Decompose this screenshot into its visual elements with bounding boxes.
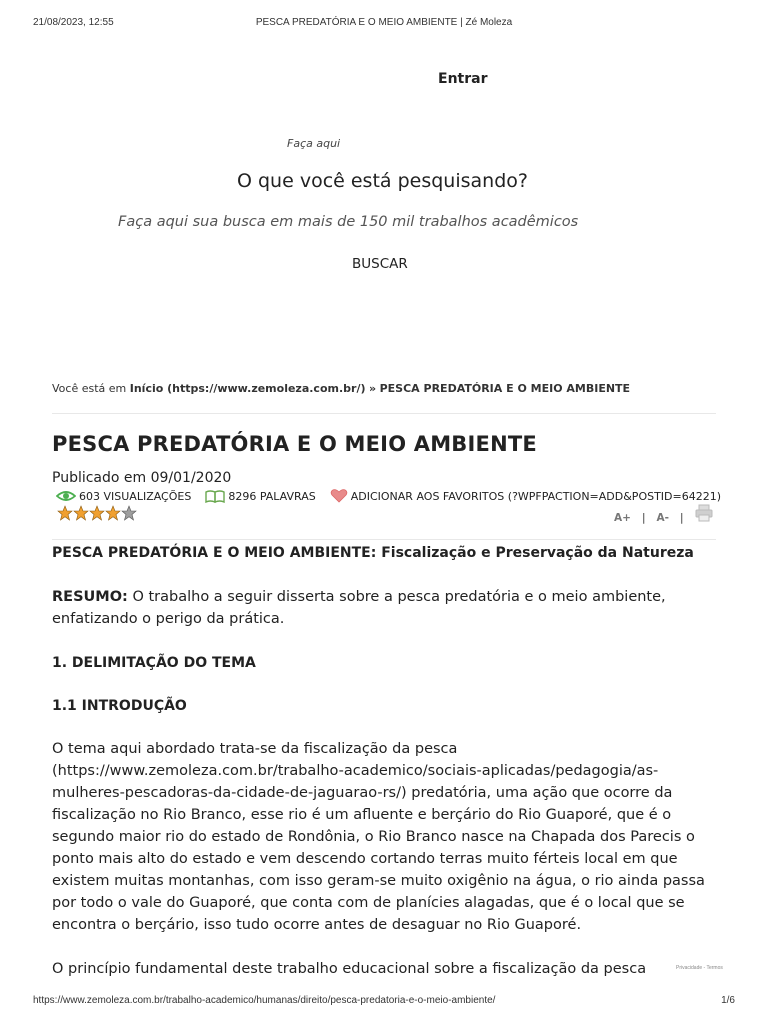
breadcrumb-separator: » bbox=[369, 382, 377, 395]
section-heading: 1. DELIMITAÇÃO DO TEMA bbox=[52, 655, 256, 671]
abstract-label: RESUMO: bbox=[52, 589, 128, 605]
words-count: 8296 PALAVRAS bbox=[228, 489, 316, 503]
font-decrease-button[interactable]: A- bbox=[656, 512, 669, 524]
rating-stars[interactable] bbox=[57, 505, 137, 521]
divider bbox=[52, 539, 716, 540]
font-increase-button[interactable]: A+ bbox=[614, 512, 631, 524]
login-link[interactable]: Entrar bbox=[438, 71, 488, 87]
book-icon bbox=[205, 490, 225, 503]
favorite-link[interactable] bbox=[330, 489, 721, 503]
article-subtitle: PESCA PREDATÓRIA E O MEIO AMBIENTE: Fiscalização e Preservação da Natureza bbox=[52, 545, 694, 561]
search-button[interactable]: BUSCAR bbox=[352, 256, 408, 272]
star-icon[interactable] bbox=[121, 505, 137, 521]
eye-icon bbox=[56, 490, 76, 502]
search-title: O que você está pesquisando? bbox=[237, 170, 528, 192]
print-datetime: 21/08/2023, 12:55 bbox=[33, 17, 114, 28]
words-stat bbox=[205, 490, 315, 503]
star-icon[interactable] bbox=[57, 505, 73, 521]
breadcrumb-current: PESCA PREDATÓRIA E O MEIO AMBIENTE bbox=[379, 382, 631, 395]
views-count: 603 VISUALIZAÇÕES bbox=[79, 489, 192, 503]
breadcrumb-home-link[interactable]: Início (https://www.zemoleza.com.br/) bbox=[129, 382, 366, 395]
post-meta bbox=[56, 489, 735, 503]
heart-icon bbox=[330, 489, 348, 503]
print-url: https://www.zemoleza.com.br/trabalho-academico/humanas/direito/pesca-predatoria-e-o-meio-ambiente/ bbox=[33, 995, 496, 1006]
star-icon[interactable] bbox=[89, 505, 105, 521]
article-paragraph bbox=[52, 958, 716, 980]
breadcrumb bbox=[52, 382, 630, 395]
views-stat bbox=[56, 490, 191, 503]
abstract-text: O trabalho a seguir disserta sobre a pesca predatória e o meio ambiente, enfatizando o perigo da prática. bbox=[52, 589, 666, 627]
privacy-badge[interactable]: Privacidade - Termos bbox=[676, 965, 723, 971]
search-input[interactable] bbox=[118, 209, 658, 235]
search-small-label: Faça aqui bbox=[287, 137, 341, 150]
divider bbox=[52, 413, 716, 414]
tool-separator: | bbox=[641, 512, 646, 524]
abstract bbox=[52, 586, 716, 630]
star-icon[interactable] bbox=[73, 505, 89, 521]
print-header bbox=[33, 17, 735, 31]
article-paragraph bbox=[52, 738, 716, 936]
published-date: Publicado em 09/01/2020 bbox=[52, 470, 232, 486]
star-icon[interactable] bbox=[105, 505, 121, 521]
print-footer bbox=[33, 995, 735, 1009]
section-heading: 1.1 INTRODUÇÃO bbox=[52, 698, 187, 714]
post-title: PESCA PREDATÓRIA E O MEIO AMBIENTE bbox=[52, 432, 537, 456]
print-page-title: PESCA PREDATÓRIA E O MEIO AMBIENTE | Zé Moleza bbox=[255, 17, 513, 28]
tool-separator: | bbox=[679, 512, 684, 524]
paragraph-text: O tema aqui abordado trata-se da fiscalização da pesca (https://www.zemoleza.com.br/trabalho-academico/sociais-aplicadas/pedagogia/as-mulheres-pescadoras-da-cidade-de-jaguarao-rs/) predatória, uma ação que ocorre da fiscalização no Rio Branco, esse rio é um afluente e berçário do Rio Guaporé, que é o segundo maior rio do estado de Rondônia, o Rio Branco nasce na Chapada dos Parecis o ponto mais alto do estado e vem descendo cortando terras muito férteis local em que existem muitas montanhas, com isso geram-se muito oxigênio na água, o rio ainda passa por todo o vale do Guaporé, que conta com de planícies alagadas, que é o local que se encontra o berçário, isso tudo ocorre antes de desaguar no Rio Guaporé. bbox=[52, 741, 705, 933]
font-size-tools bbox=[614, 512, 713, 524]
favorite-label[interactable]: ADICIONAR AOS FAVORITOS (?WPFPACTION=ADD&POSTID=64221) bbox=[350, 489, 722, 503]
print-page-number: 1/6 bbox=[721, 995, 735, 1006]
paragraph-text: O princípio fundamental deste trabalho educacional sobre a fiscalização da pesca bbox=[52, 961, 647, 977]
breadcrumb-prefix: Você está em bbox=[52, 382, 127, 395]
print-icon[interactable] bbox=[695, 504, 713, 522]
